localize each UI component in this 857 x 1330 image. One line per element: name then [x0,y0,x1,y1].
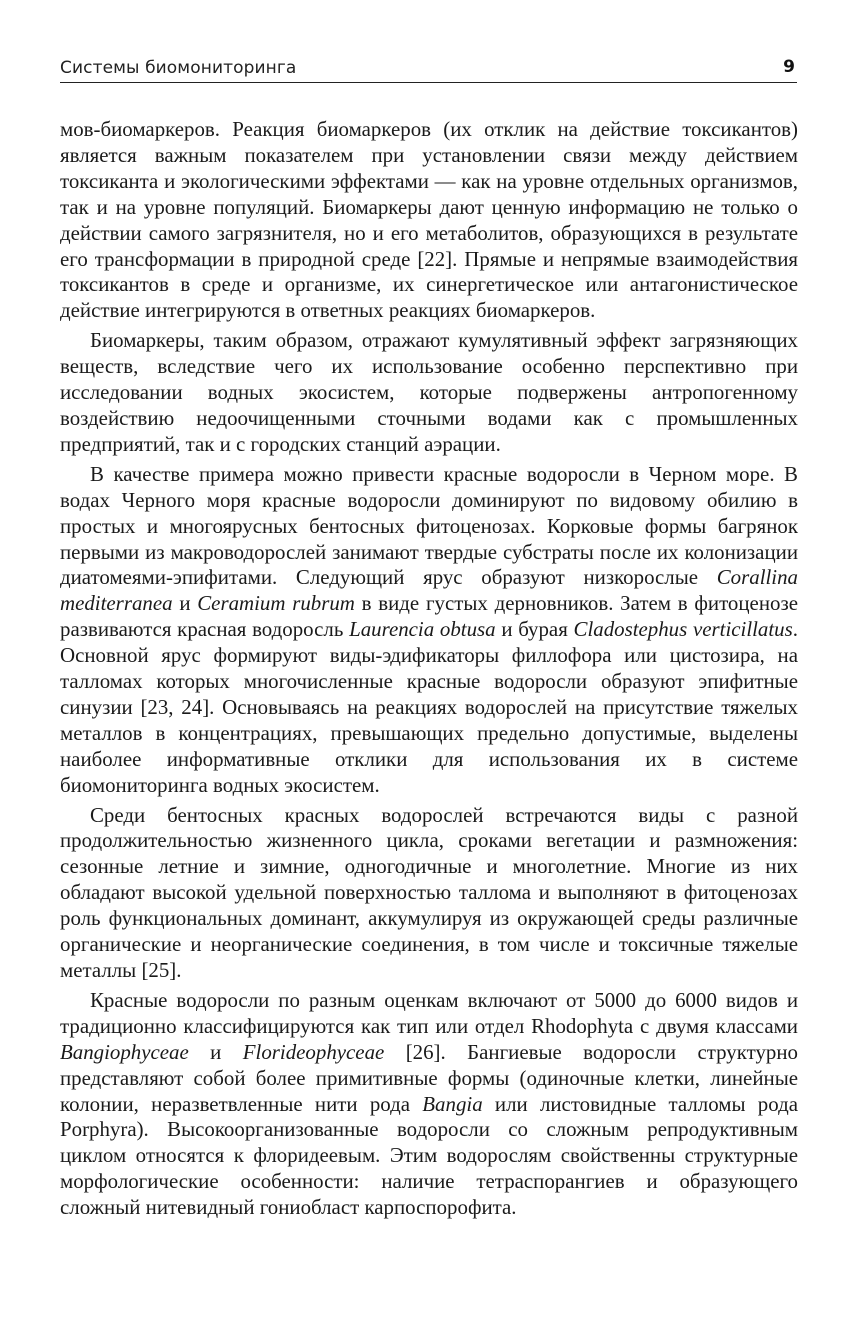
text-run: мов-биомаркеров. Реакция биомаркеров (их отклик на действие токсикантов) является важным показателем при установлении связи между действием токсиканта и экологическими эффектами — как на уровне отдельных организмов, так и на уровне популяций. Биомаркеры дают ценную информацию не только о действии самого загрязнителя, но и его метаболитов, образующихся в результате его трансформации в природной среде [22]. Прямые и непрямые взаимодействия токсикантов в среде и организме, их синергетическое или антагонистическое действие интегрируются в ответных реакциях биомаркеров. [60,117,798,323]
running-head [60,58,797,83]
paragraph-1 [60,117,798,324]
text-run: и [172,591,198,616]
text-run: Красные водоросли по разным оценкам включают от 5000 до 6000 видов и традиционно классифицируются как тип или отдел Rhodophyta с двумя классами [60,987,798,1038]
text-run: или листовидные талломы рода Porphyra). Высокоорганизованные водоросли со сложным репродуктивным циклом относятся к флоридеевым. Этим водорослям свойственны структурные морфологические особенности: наличие тетраспорангиев и образующего сложный нитевидный гониобласт карпоспорофита. [60,1091,798,1220]
body-text [60,117,798,1221]
text-run: [26]. Бангиевые водоросли структурно представляют собой более примитивные формы (одиночные клетки, линейные колонии, неразветвленные нити рода [60,1039,798,1116]
italic-term: Laurencia obtusa [349,617,496,642]
text-run: . Основной ярус формируют виды-эдификаторы филлофора или цистозира, на талломах которых многочисленные красные водоросли образуют эпифитные синузии [23, 24]. Основываясь на реакциях водорослей на присутствие тяжелых металлов в концентрациях, превышающих предельно допустимые, выделены наиболее информативные отклики для использования их в системе биомониторинга водных экосистем. [60,617,798,797]
page-number: 9 [783,57,795,77]
text-run: и [188,1039,243,1064]
paragraph-3 [60,462,798,799]
italic-term: Bangiophyceae [60,1039,189,1064]
running-title: Системы биомониторинга [60,58,297,78]
paragraph-4 [60,803,798,984]
italic-term: Florideophyceae [242,1039,385,1064]
italic-term: Ceramium rubrum [197,591,355,616]
italic-term: Cladostephus verticillatus [573,617,793,642]
paragraph-2 [60,328,798,458]
paragraph-5 [60,988,798,1221]
text-run: В качестве примера можно привести красные водоросли в Черном море. В водах Черного моря красные водоросли доминируют по видовому обилию в простых и многоярусных бентосных фитоценозах. Корковые формы багрянок первыми из макроводорослей занимают твердые субстраты после их колонизации диатомеями-эпифитами. Следующий ярус образуют низкорослые [60,461,798,590]
italic-term: Corallina mediterranea [60,565,798,616]
text-run: Биомаркеры, таким образом, отражают кумулятивный эффект загрязняющих веществ, вследствие чего их использование особенно перспективно при исследовании водных экосистем, которые подвержены антропогенному воздействию недоочищенными сточными водами как с промышленных предприятий, так и с городских станций аэрации. [60,328,798,456]
italic-term: Bangia [422,1091,483,1116]
text-run: в виде густых дерновников. Затем в фитоценозе развиваются красная водоросль [60,591,798,642]
text-run: и бурая [495,617,574,642]
text-run: Среди бентосных красных водорослей встречаются виды с разной продолжительностью жизненного цикла, сроками вегетации и размножения: сезонные летние и зимние, одногодичные и многолетние. Многие из них обладают высокой удельной поверхностью таллома и выполняют в фитоценозах роль функциональных доминант, аккумулируя из окружающей среды различные органические и неорганические соединения, в том числе и токсичные тяжелые металлы [25]. [60,802,798,982]
